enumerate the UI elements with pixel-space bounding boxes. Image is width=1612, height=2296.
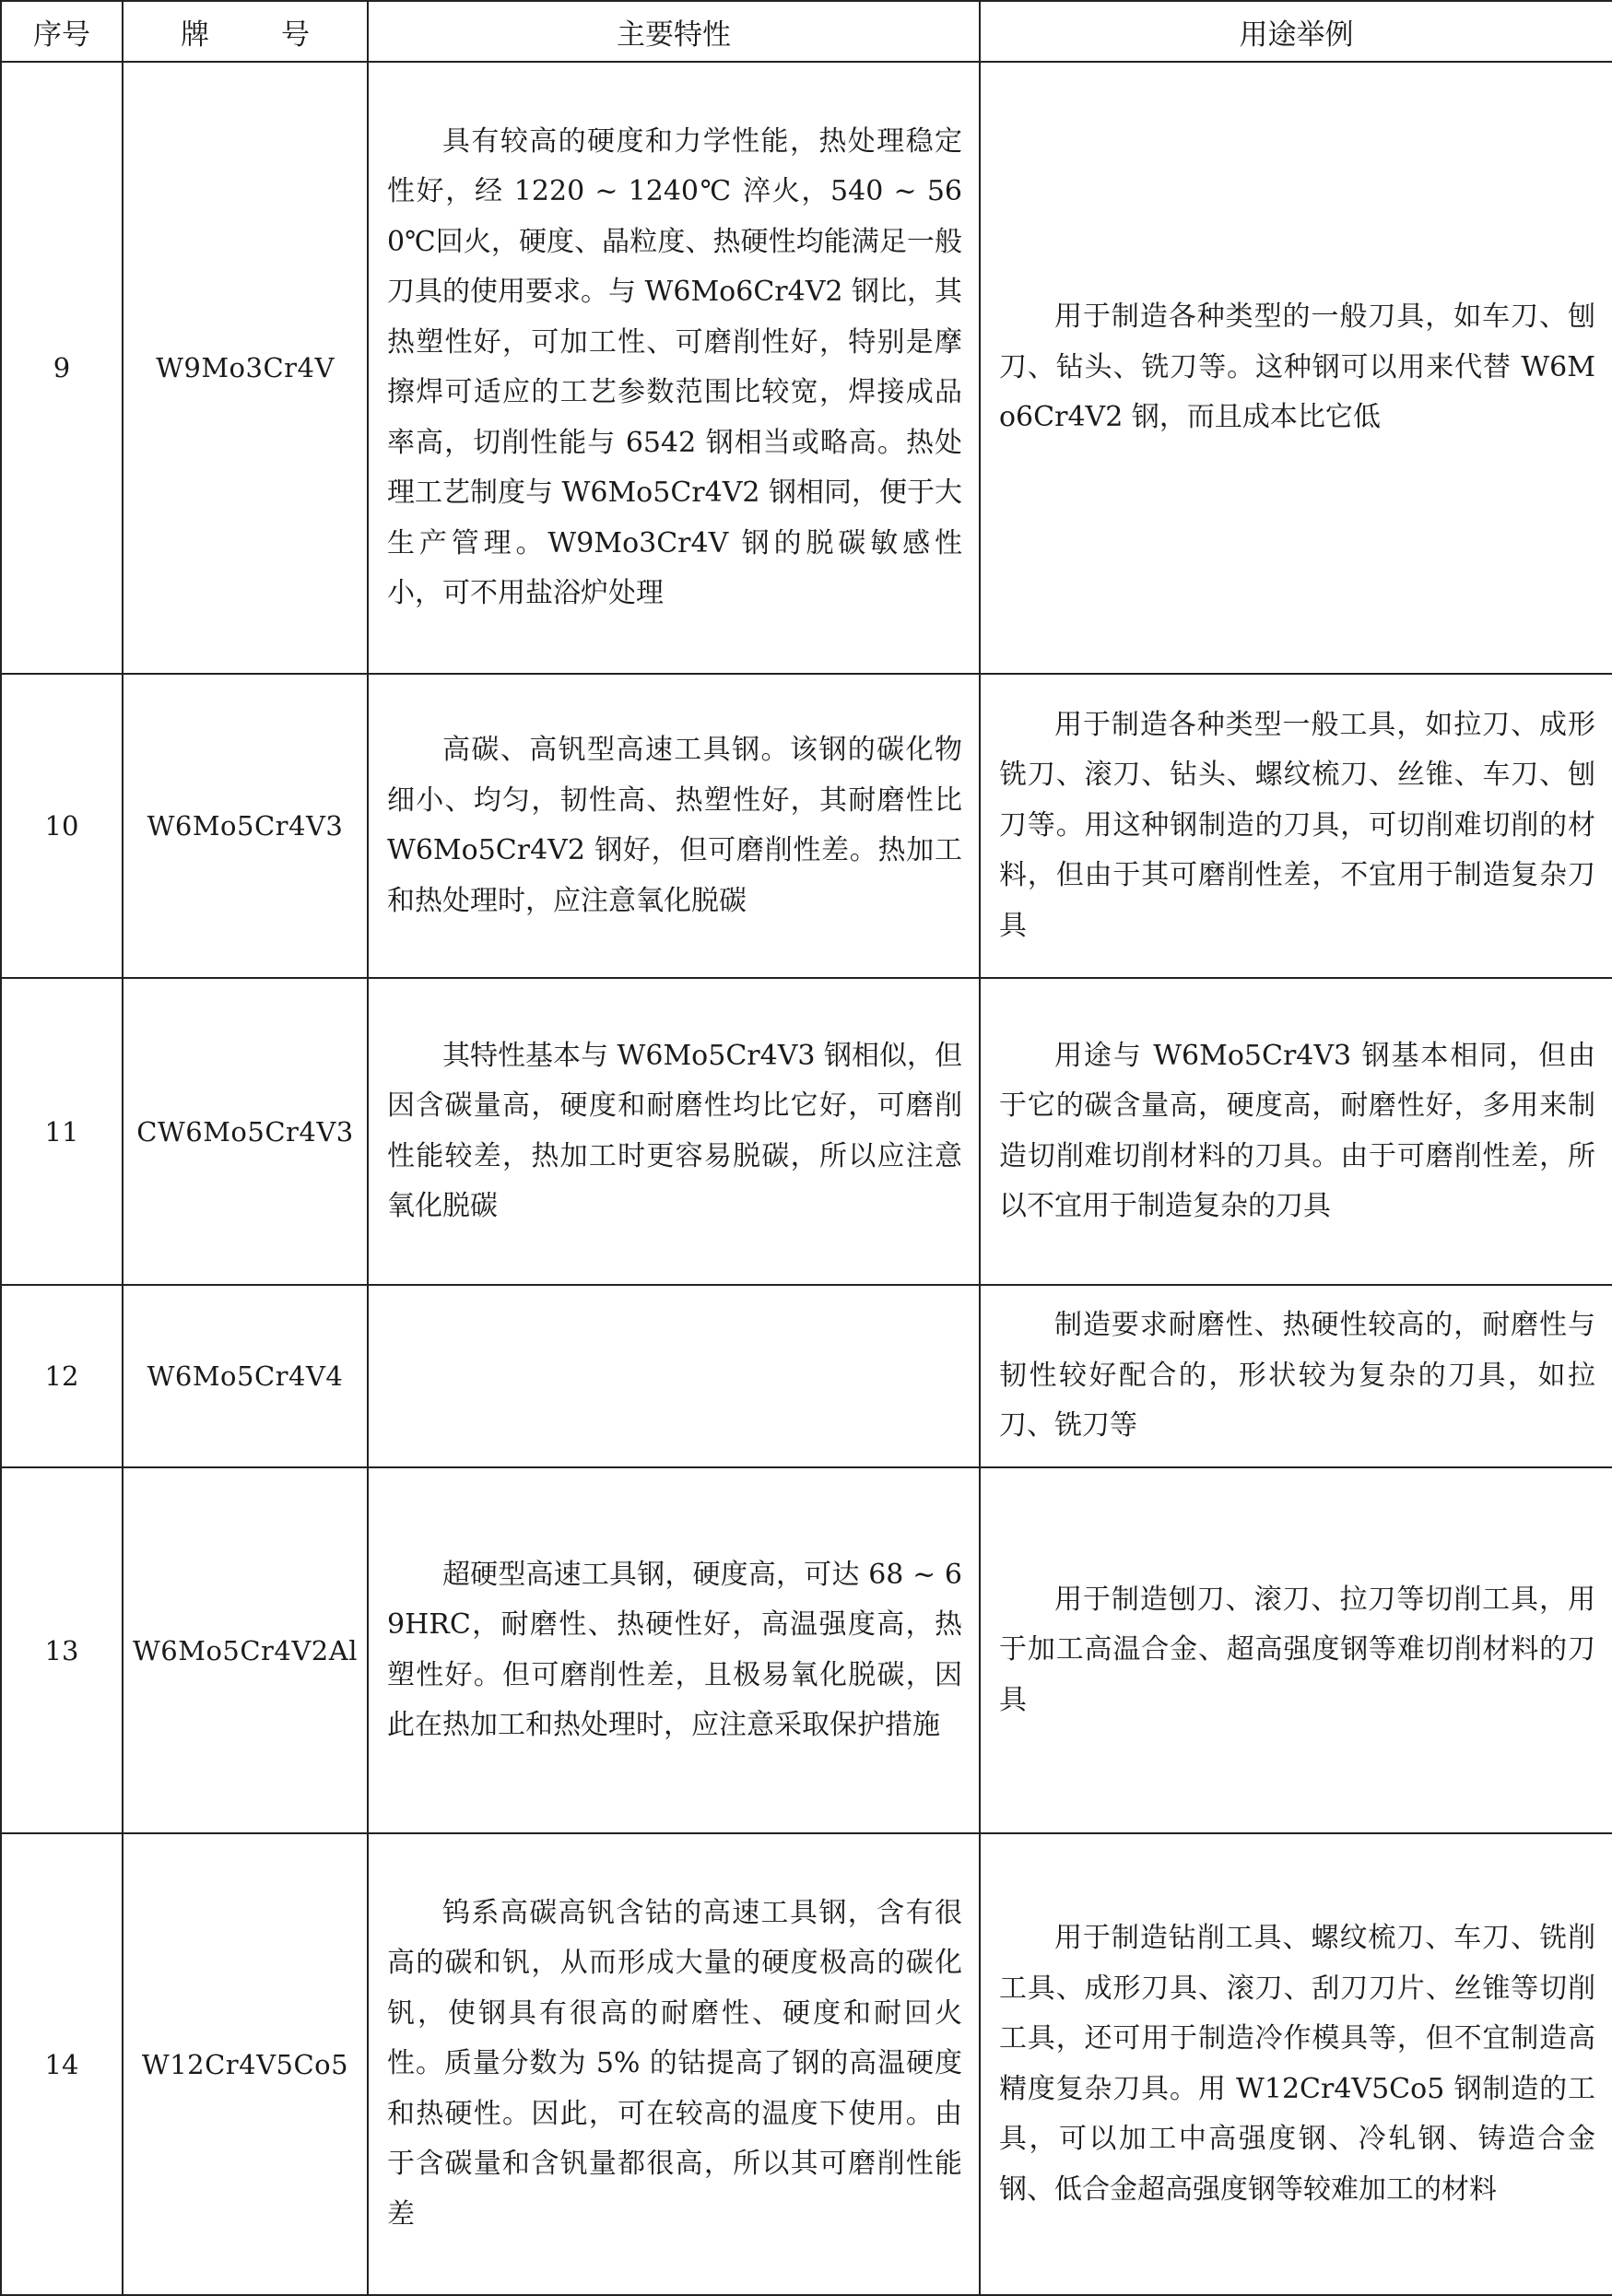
row-index: 13 bbox=[1, 1467, 123, 1833]
row-properties: 钨系高碳高钒含钴的高速工具钢，含有很高的碳和钒，从而形成大量的硬度极高的碳化钒，使钢具有很高的耐磨性、硬度和耐回火性。质量分数为 5% 的钴提高了钢的高温硬度和热硬性。因此，可在较高的温度下使用。由于含碳量和含钒量都很高，所以其可磨削性能差 bbox=[368, 1833, 980, 2295]
table-header bbox=[1, 1, 1612, 62]
row-grade: W6Mo5Cr4V4 bbox=[123, 1285, 368, 1467]
row-properties: 其特性基本与 W6Mo5Cr4V3 钢相似，但因含碳量高，硬度和耐磨性均比它好，可磨削性能较差，热加工时更容易脱碳，所以应注意氧化脱碳 bbox=[368, 978, 980, 1285]
row-applications: 用于制造各种类型的一般刀具，如车刀、刨刀、钻头、铣刀等。这种钢可以用来代替 W6Mo6Cr4V2 钢，而且成本比它低 bbox=[980, 62, 1612, 674]
table-row bbox=[1, 1833, 1612, 2295]
table-row bbox=[1, 674, 1612, 978]
header-row bbox=[1, 1, 1612, 62]
row-applications: 用于制造刨刀、滚刀、拉刀等切削工具，用于加工高温合金、超高强度钢等难切削材料的刀具 bbox=[980, 1467, 1612, 1833]
row-index: 10 bbox=[1, 674, 123, 978]
row-index: 9 bbox=[1, 62, 123, 674]
row-grade: W6Mo5Cr4V3 bbox=[123, 674, 368, 978]
row-applications: 用途与 W6Mo5Cr4V3 钢基本相同，但由于它的碳含量高，硬度高，耐磨性好，多用来制造切削难切削材料的刀具。由于可磨削性差，所以不宜用于制造复杂的刀具 bbox=[980, 978, 1612, 1285]
header-grade-char1: 牌 bbox=[181, 18, 209, 52]
table-row bbox=[1, 1467, 1612, 1833]
table-row bbox=[1, 62, 1612, 674]
header-properties: 主要特性 bbox=[368, 1, 980, 62]
row-grade: W6Mo5Cr4V2Al bbox=[123, 1467, 368, 1833]
table-row bbox=[1, 978, 1612, 1285]
table-row bbox=[1, 1285, 1612, 1467]
header-index: 序号 bbox=[1, 1, 123, 62]
row-index: 14 bbox=[1, 1833, 123, 2295]
row-applications: 用于制造各种类型一般工具，如拉刀、成形铣刀、滚刀、钻头、螺纹梳刀、丝锥、车刀、刨刀等。用这种钢制造的刀具，可切削难切削的材料，但由于其可磨削性差，不宜用于制造复杂刀具 bbox=[980, 674, 1612, 978]
row-properties: 超硬型高速工具钢，硬度高，可达 68 ~ 69HRC，耐磨性、热硬性好，高温强度高，热塑性好。但可磨削性差，且极易氧化脱碳，因此在热加工和热处理时，应注意采取保护措施 bbox=[368, 1467, 980, 1833]
header-grade-char2: 号 bbox=[281, 18, 310, 52]
header-applications: 用途举例 bbox=[980, 1, 1612, 62]
row-properties bbox=[368, 1285, 980, 1467]
row-applications: 用于制造钻削工具、螺纹梳刀、车刀、铣削工具、成形刀具、滚刀、刮刀刀片、丝锥等切削工具，还可用于制造冷作模具等，但不宜制造高精度复杂刀具。用 W12Cr4V5Co5 钢制造的工具，可以加工中高强度钢、冷轧钢、铸造合金钢、低合金超高强度钢等较难加工的材料 bbox=[980, 1833, 1612, 2295]
row-grade: W12Cr4V5Co5 bbox=[123, 1833, 368, 2295]
header-grade bbox=[123, 1, 368, 62]
table-body bbox=[1, 62, 1612, 2295]
row-applications: 制造要求耐磨性、热硬性较高的，耐磨性与韧性较好配合的，形状较为复杂的刀具，如拉刀、铣刀等 bbox=[980, 1285, 1612, 1467]
row-index: 11 bbox=[1, 978, 123, 1285]
row-grade: CW6Mo5Cr4V3 bbox=[123, 978, 368, 1285]
row-index: 12 bbox=[1, 1285, 123, 1467]
row-grade: W9Mo3Cr4V bbox=[123, 62, 368, 674]
row-properties: 高碳、高钒型高速工具钢。该钢的碳化物细小、均匀，韧性高、热塑性好，其耐磨性比 W6Mo5Cr4V2 钢好，但可磨削性差。热加工和热处理时，应注意氧化脱碳 bbox=[368, 674, 980, 978]
row-properties: 具有较高的硬度和力学性能，热处理稳定性好，经 1220 ~ 1240℃ 淬火，540 ~ 560℃回火，硬度、晶粒度、热硬性均能满足一般刀具的使用要求。与 W6Mo6Cr4V2 钢比，其热塑性好，可加工性、可磨削性好，特别是摩擦焊可适应的工艺参数范围比较宽，焊接成品率高，切削性能与 6542 钢相当或略高。热处理工艺制度与 W6Mo5Cr4V2 钢相同，便于大生产管理。W9Mo3Cr4V 钢的脱碳敏感性小，可不用盐浴炉处理 bbox=[368, 62, 980, 674]
